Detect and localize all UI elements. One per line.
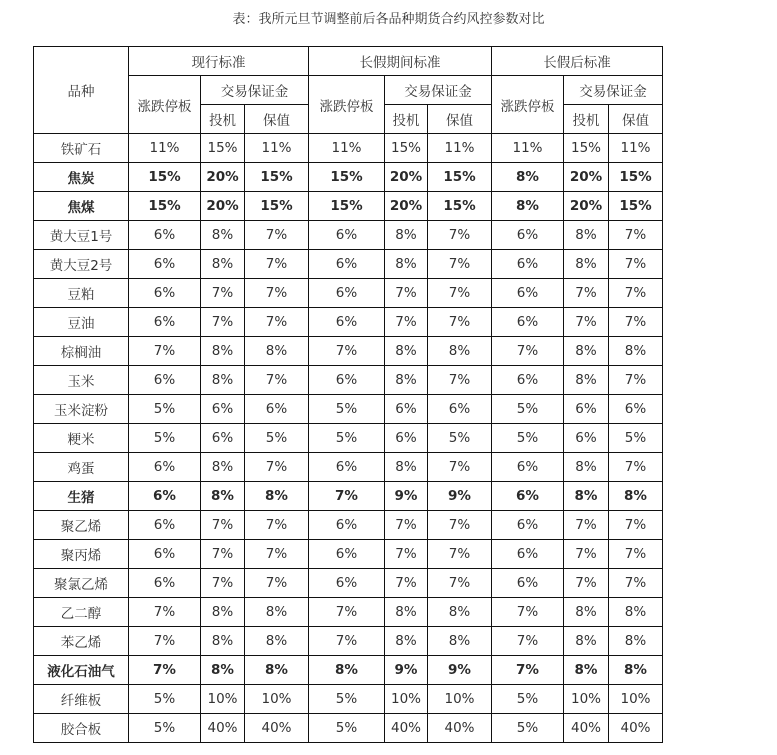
table-row: [34, 395, 663, 424]
table-row: [34, 569, 663, 598]
cell-limit-holiday: 15%: [309, 163, 385, 192]
cell-limit-after: 7%: [492, 656, 564, 685]
cell-hedge-current: 8%: [245, 656, 309, 685]
cell-spec-holiday: 8%: [385, 366, 428, 395]
cell-hedge-after: 7%: [609, 511, 663, 540]
cell-spec-current: 7%: [201, 511, 245, 540]
cell-limit-current: 6%: [129, 482, 201, 511]
table-row: [34, 656, 663, 685]
cell-spec-holiday: 8%: [385, 453, 428, 482]
cell-spec-holiday: 10%: [385, 685, 428, 714]
cell-hedge-after: 8%: [609, 482, 663, 511]
cell-hedge-after: 7%: [609, 250, 663, 279]
cell-limit-after: 6%: [492, 569, 564, 598]
cell-hedge-holiday: 7%: [428, 279, 492, 308]
cell-hedge-after: 7%: [609, 308, 663, 337]
cell-hedge-current: 8%: [245, 337, 309, 366]
cell-limit-holiday: 7%: [309, 627, 385, 656]
cell-limit-current: 5%: [129, 714, 201, 743]
cell-limit-after: 7%: [492, 598, 564, 627]
cell-limit-holiday: 11%: [309, 134, 385, 163]
cell-spec-current: 20%: [201, 163, 245, 192]
cell-spec-holiday: 7%: [385, 308, 428, 337]
header-limit-current: 涨跌停板: [129, 76, 201, 134]
cell-limit-after: 6%: [492, 308, 564, 337]
cell-spec-after: 8%: [564, 598, 609, 627]
header-hedging-holiday: 保值: [428, 105, 492, 134]
variety-name: 豆油: [34, 308, 129, 337]
cell-hedge-holiday: 7%: [428, 453, 492, 482]
header-speculation-after: 投机: [564, 105, 609, 134]
cell-spec-after: 7%: [564, 308, 609, 337]
header-variety: 品种: [34, 47, 129, 134]
cell-hedge-after: 7%: [609, 221, 663, 250]
cell-spec-after: 40%: [564, 714, 609, 743]
cell-spec-holiday: 8%: [385, 598, 428, 627]
cell-hedge-current: 10%: [245, 685, 309, 714]
cell-spec-current: 7%: [201, 279, 245, 308]
cell-limit-holiday: 6%: [309, 540, 385, 569]
cell-limit-holiday: 6%: [309, 511, 385, 540]
variety-name: 豆粕: [34, 279, 129, 308]
cell-limit-after: 6%: [492, 250, 564, 279]
cell-limit-holiday: 6%: [309, 308, 385, 337]
cell-limit-holiday: 6%: [309, 221, 385, 250]
cell-limit-after: 6%: [492, 366, 564, 395]
cell-limit-current: 6%: [129, 569, 201, 598]
cell-spec-holiday: 40%: [385, 714, 428, 743]
cell-hedge-current: 40%: [245, 714, 309, 743]
cell-limit-holiday: 7%: [309, 337, 385, 366]
cell-limit-current: 7%: [129, 598, 201, 627]
variety-name: 生猪: [34, 482, 129, 511]
table-row: [34, 366, 663, 395]
table-row: [34, 453, 663, 482]
variety-name: 铁矿石: [34, 134, 129, 163]
cell-limit-after: 8%: [492, 192, 564, 221]
cell-hedge-holiday: 8%: [428, 598, 492, 627]
cell-spec-holiday: 9%: [385, 656, 428, 685]
cell-hedge-holiday: 10%: [428, 685, 492, 714]
cell-hedge-after: 15%: [609, 192, 663, 221]
variety-name: 焦煤: [34, 192, 129, 221]
cell-hedge-after: 7%: [609, 569, 663, 598]
cell-limit-after: 6%: [492, 221, 564, 250]
cell-hedge-after: 11%: [609, 134, 663, 163]
cell-spec-current: 8%: [201, 482, 245, 511]
cell-limit-current: 6%: [129, 279, 201, 308]
cell-hedge-holiday: 7%: [428, 250, 492, 279]
cell-hedge-current: 15%: [245, 192, 309, 221]
header-row-sub: [34, 76, 663, 105]
cell-spec-after: 20%: [564, 163, 609, 192]
variety-name: 胶合板: [34, 714, 129, 743]
cell-limit-current: 5%: [129, 685, 201, 714]
cell-hedge-holiday: 7%: [428, 511, 492, 540]
cell-limit-holiday: 5%: [309, 685, 385, 714]
cell-limit-current: 5%: [129, 424, 201, 453]
cell-hedge-holiday: 7%: [428, 540, 492, 569]
cell-hedge-current: 7%: [245, 279, 309, 308]
table-row: [34, 163, 663, 192]
cell-limit-after: 6%: [492, 540, 564, 569]
cell-limit-after: 7%: [492, 627, 564, 656]
cell-spec-current: 10%: [201, 685, 245, 714]
cell-hedge-after: 15%: [609, 163, 663, 192]
table-row: [34, 250, 663, 279]
table-row: [34, 482, 663, 511]
cell-spec-holiday: 8%: [385, 337, 428, 366]
table-caption: 表：我所元旦节调整前后各品种期货合约风控参数对比: [232, 12, 545, 27]
cell-hedge-current: 8%: [245, 482, 309, 511]
cell-spec-current: 8%: [201, 656, 245, 685]
header-margin-after: 交易保证金: [564, 76, 663, 105]
cell-spec-after: 7%: [564, 569, 609, 598]
cell-limit-after: 8%: [492, 163, 564, 192]
variety-name: 玉米: [34, 366, 129, 395]
cell-spec-after: 8%: [564, 250, 609, 279]
cell-hedge-after: 7%: [609, 366, 663, 395]
cell-spec-current: 8%: [201, 221, 245, 250]
table-row: [34, 221, 663, 250]
cell-limit-current: 6%: [129, 250, 201, 279]
variety-name: 聚氯乙烯: [34, 569, 129, 598]
cell-spec-holiday: 6%: [385, 395, 428, 424]
cell-hedge-current: 7%: [245, 540, 309, 569]
cell-hedge-after: 5%: [609, 424, 663, 453]
cell-spec-holiday: 8%: [385, 221, 428, 250]
cell-spec-current: 8%: [201, 250, 245, 279]
cell-limit-after: 6%: [492, 511, 564, 540]
cell-spec-holiday: 15%: [385, 134, 428, 163]
cell-spec-after: 8%: [564, 453, 609, 482]
cell-hedge-holiday: 40%: [428, 714, 492, 743]
table-row: [34, 714, 663, 743]
cell-limit-holiday: 7%: [309, 482, 385, 511]
cell-limit-holiday: 15%: [309, 192, 385, 221]
variety-name: 粳米: [34, 424, 129, 453]
header-group-after: 长假后标准: [492, 47, 663, 76]
header-hedging-after: 保值: [609, 105, 663, 134]
cell-spec-after: 7%: [564, 540, 609, 569]
cell-limit-current: 7%: [129, 656, 201, 685]
cell-limit-current: 6%: [129, 511, 201, 540]
cell-limit-after: 6%: [492, 279, 564, 308]
cell-hedge-after: 7%: [609, 540, 663, 569]
table-row: [34, 308, 663, 337]
cell-hedge-current: 11%: [245, 134, 309, 163]
header-group-holiday: 长假期间标准: [309, 47, 492, 76]
cell-hedge-current: 6%: [245, 395, 309, 424]
variety-name: 玉米淀粉: [34, 395, 129, 424]
cell-hedge-holiday: 11%: [428, 134, 492, 163]
cell-spec-holiday: 7%: [385, 569, 428, 598]
cell-hedge-current: 7%: [245, 511, 309, 540]
cell-limit-after: 5%: [492, 424, 564, 453]
table-row: [34, 685, 663, 714]
table-row: [34, 337, 663, 366]
cell-spec-holiday: 8%: [385, 627, 428, 656]
cell-spec-current: 6%: [201, 424, 245, 453]
cell-spec-current: 15%: [201, 134, 245, 163]
table-row: [34, 134, 663, 163]
cell-spec-after: 8%: [564, 337, 609, 366]
cell-hedge-current: 8%: [245, 627, 309, 656]
cell-spec-after: 8%: [564, 221, 609, 250]
cell-limit-after: 5%: [492, 714, 564, 743]
header-speculation-holiday: 投机: [385, 105, 428, 134]
cell-hedge-current: 7%: [245, 221, 309, 250]
cell-hedge-after: 8%: [609, 598, 663, 627]
cell-hedge-holiday: 7%: [428, 221, 492, 250]
cell-limit-current: 15%: [129, 163, 201, 192]
header-limit-after: 涨跌停板: [492, 76, 564, 134]
cell-spec-holiday: 20%: [385, 163, 428, 192]
cell-limit-holiday: 6%: [309, 279, 385, 308]
table-row: [34, 511, 663, 540]
variety-name: 聚丙烯: [34, 540, 129, 569]
table-row: [34, 627, 663, 656]
cell-hedge-holiday: 8%: [428, 337, 492, 366]
cell-spec-holiday: 7%: [385, 511, 428, 540]
cell-hedge-after: 40%: [609, 714, 663, 743]
cell-spec-current: 7%: [201, 569, 245, 598]
cell-spec-holiday: 6%: [385, 424, 428, 453]
cell-hedge-after: 7%: [609, 279, 663, 308]
header-hedging-current: 保值: [245, 105, 309, 134]
cell-limit-current: 7%: [129, 337, 201, 366]
cell-hedge-current: 7%: [245, 366, 309, 395]
header-row-groups: [34, 47, 663, 76]
variety-name: 聚乙烯: [34, 511, 129, 540]
cell-hedge-after: 7%: [609, 453, 663, 482]
cell-limit-current: 7%: [129, 627, 201, 656]
cell-spec-holiday: 7%: [385, 279, 428, 308]
cell-hedge-current: 7%: [245, 308, 309, 337]
cell-spec-after: 8%: [564, 482, 609, 511]
cell-hedge-current: 5%: [245, 424, 309, 453]
variety-name: 液化石油气: [34, 656, 129, 685]
cell-spec-current: 6%: [201, 395, 245, 424]
cell-hedge-current: 8%: [245, 598, 309, 627]
cell-spec-current: 7%: [201, 308, 245, 337]
cell-spec-after: 20%: [564, 192, 609, 221]
cell-spec-current: 8%: [201, 453, 245, 482]
cell-spec-current: 8%: [201, 627, 245, 656]
cell-hedge-current: 7%: [245, 250, 309, 279]
cell-limit-current: 15%: [129, 192, 201, 221]
cell-limit-after: 6%: [492, 453, 564, 482]
cell-hedge-after: 8%: [609, 337, 663, 366]
cell-limit-after: 5%: [492, 395, 564, 424]
table-row: [34, 540, 663, 569]
cell-spec-after: 8%: [564, 627, 609, 656]
cell-spec-after: 7%: [564, 279, 609, 308]
cell-hedge-holiday: 8%: [428, 627, 492, 656]
cell-hedge-current: 15%: [245, 163, 309, 192]
header-group-current: 现行标准: [129, 47, 309, 76]
cell-hedge-holiday: 7%: [428, 366, 492, 395]
table-row: [34, 598, 663, 627]
cell-limit-current: 6%: [129, 221, 201, 250]
cell-spec-current: 8%: [201, 337, 245, 366]
cell-hedge-holiday: 7%: [428, 308, 492, 337]
cell-limit-current: 6%: [129, 366, 201, 395]
risk-parameter-table: [33, 46, 663, 743]
variety-name: 棕榈油: [34, 337, 129, 366]
cell-spec-current: 8%: [201, 598, 245, 627]
cell-limit-after: 5%: [492, 685, 564, 714]
cell-spec-holiday: 7%: [385, 540, 428, 569]
cell-limit-after: 11%: [492, 134, 564, 163]
variety-name: 鸡蛋: [34, 453, 129, 482]
cell-limit-current: 6%: [129, 453, 201, 482]
header-margin-holiday: 交易保证金: [385, 76, 492, 105]
cell-spec-current: 40%: [201, 714, 245, 743]
cell-spec-holiday: 20%: [385, 192, 428, 221]
cell-spec-holiday: 9%: [385, 482, 428, 511]
cell-hedge-after: 8%: [609, 627, 663, 656]
cell-hedge-holiday: 6%: [428, 395, 492, 424]
cell-limit-holiday: 6%: [309, 250, 385, 279]
cell-hedge-holiday: 9%: [428, 482, 492, 511]
cell-spec-current: 8%: [201, 366, 245, 395]
cell-hedge-holiday: 9%: [428, 656, 492, 685]
cell-limit-holiday: 6%: [309, 569, 385, 598]
cell-spec-after: 8%: [564, 366, 609, 395]
table-row: [34, 424, 663, 453]
cell-spec-after: 7%: [564, 511, 609, 540]
cell-limit-current: 6%: [129, 540, 201, 569]
cell-limit-holiday: 7%: [309, 598, 385, 627]
header-limit-holiday: 涨跌停板: [309, 76, 385, 134]
cell-hedge-current: 7%: [245, 569, 309, 598]
variety-name: 乙二醇: [34, 598, 129, 627]
cell-limit-holiday: 5%: [309, 714, 385, 743]
variety-name: 黄大豆2号: [34, 250, 129, 279]
cell-spec-after: 6%: [564, 424, 609, 453]
cell-hedge-holiday: 7%: [428, 569, 492, 598]
cell-hedge-after: 6%: [609, 395, 663, 424]
cell-limit-holiday: 5%: [309, 395, 385, 424]
table-row: [34, 279, 663, 308]
header-margin-current: 交易保证金: [201, 76, 309, 105]
cell-hedge-holiday: 15%: [428, 192, 492, 221]
cell-spec-after: 10%: [564, 685, 609, 714]
cell-spec-after: 8%: [564, 656, 609, 685]
cell-limit-after: 7%: [492, 337, 564, 366]
cell-hedge-holiday: 5%: [428, 424, 492, 453]
cell-hedge-holiday: 15%: [428, 163, 492, 192]
cell-spec-after: 15%: [564, 134, 609, 163]
cell-limit-current: 11%: [129, 134, 201, 163]
cell-limit-holiday: 6%: [309, 366, 385, 395]
cell-spec-after: 6%: [564, 395, 609, 424]
cell-limit-after: 6%: [492, 482, 564, 511]
cell-hedge-after: 10%: [609, 685, 663, 714]
cell-limit-holiday: 6%: [309, 453, 385, 482]
cell-limit-holiday: 5%: [309, 424, 385, 453]
table-row: [34, 192, 663, 221]
cell-limit-current: 6%: [129, 308, 201, 337]
variety-name: 纤维板: [34, 685, 129, 714]
variety-name: 焦炭: [34, 163, 129, 192]
cell-spec-current: 7%: [201, 540, 245, 569]
cell-spec-holiday: 8%: [385, 250, 428, 279]
cell-spec-current: 20%: [201, 192, 245, 221]
cell-hedge-current: 7%: [245, 453, 309, 482]
variety-name: 苯乙烯: [34, 627, 129, 656]
cell-limit-current: 5%: [129, 395, 201, 424]
header-speculation-current: 投机: [201, 105, 245, 134]
cell-hedge-after: 8%: [609, 656, 663, 685]
cell-limit-holiday: 8%: [309, 656, 385, 685]
variety-name: 黄大豆1号: [34, 221, 129, 250]
